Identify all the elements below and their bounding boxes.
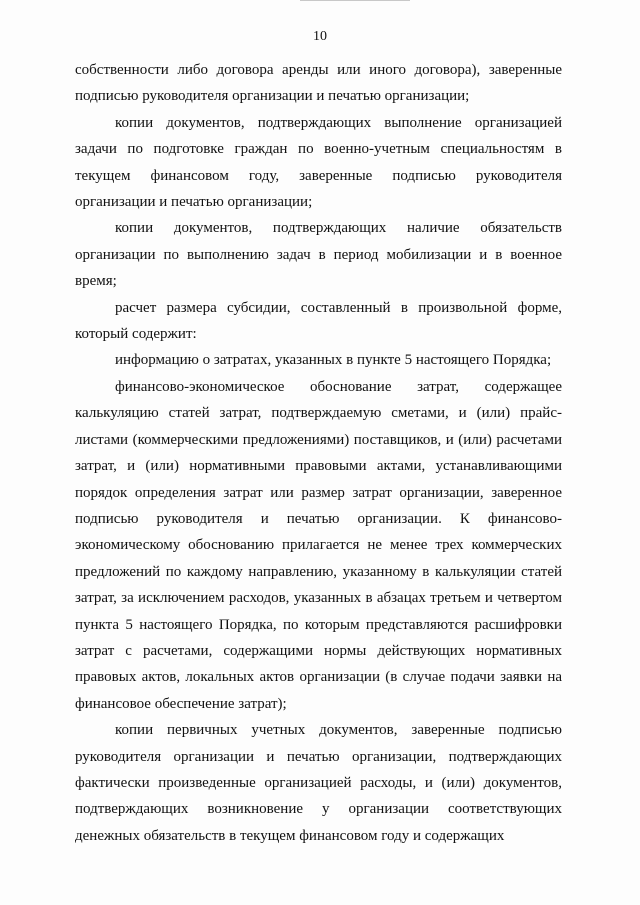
paragraph-primary-documents: копии первичных учетных документов, заверенные подписью руководителя организации и печатью организации, подтверждающих фактически произведенные организацией расходы, и (или) документов, подтверждающих возникновение у организации соответствующих денежных обязательств в текущем финансовом году и содержащих [75, 722, 562, 844]
paragraph-mobilization-documents: копии документов, подтверждающих наличие обязательств организации по выполнению задач в период мобилизации и в военное время; [75, 220, 562, 290]
paragraph-continuation: собственности либо договора аренды или иного договора), заверенные подписью руководителя организации и печатью организации; [75, 62, 562, 105]
paragraph-subsidy-calculation: расчет размера субсидии, составленный в произвольной форме, который содержит: [75, 299, 562, 343]
page-number: 10 [313, 29, 327, 44]
paragraph-economic-justification: финансово-экономическое обоснование затрат, содержащее калькуляцию статей затрат, подтверждаемую сметами, и (или) прайс-листами (коммерческими предложениями) поставщиков, и (или) расчетами затрат, и (или) нормативными правовыми актами, устанавливающими порядок определения затрат или размер затрат организации, заверенное подписью руководителя и печатью организации. К финансово-экономическому обоснованию прилагается не менее трех коммерческих предложений по каждому направлению, указанному в калькуляции статей затрат, за исключением расходов, указанных в абзацах третьем и четвертом пункта 5 настоящего Порядка, по которым представляются расшифровки затрат с расчетами, содержащими нормы действующих нормативных правовых актов, локальных актов организации (в случае подачи заявки на финансовое обеспечение затрат); [75, 378, 562, 712]
scan-edge-line [300, 0, 410, 1]
paragraph-cost-information: информацию о затратах, указанных в пункте 5 настоящего Порядка; [115, 352, 552, 369]
paragraph-training-documents: копии документов, подтверждающих выполнение организацией задачи по подготовке граждан по военно-учетным специальностям в текущем финансовом году, заверенные подписью руководителя организации и печатью организации; [75, 114, 562, 211]
document-body [75, 57, 562, 849]
